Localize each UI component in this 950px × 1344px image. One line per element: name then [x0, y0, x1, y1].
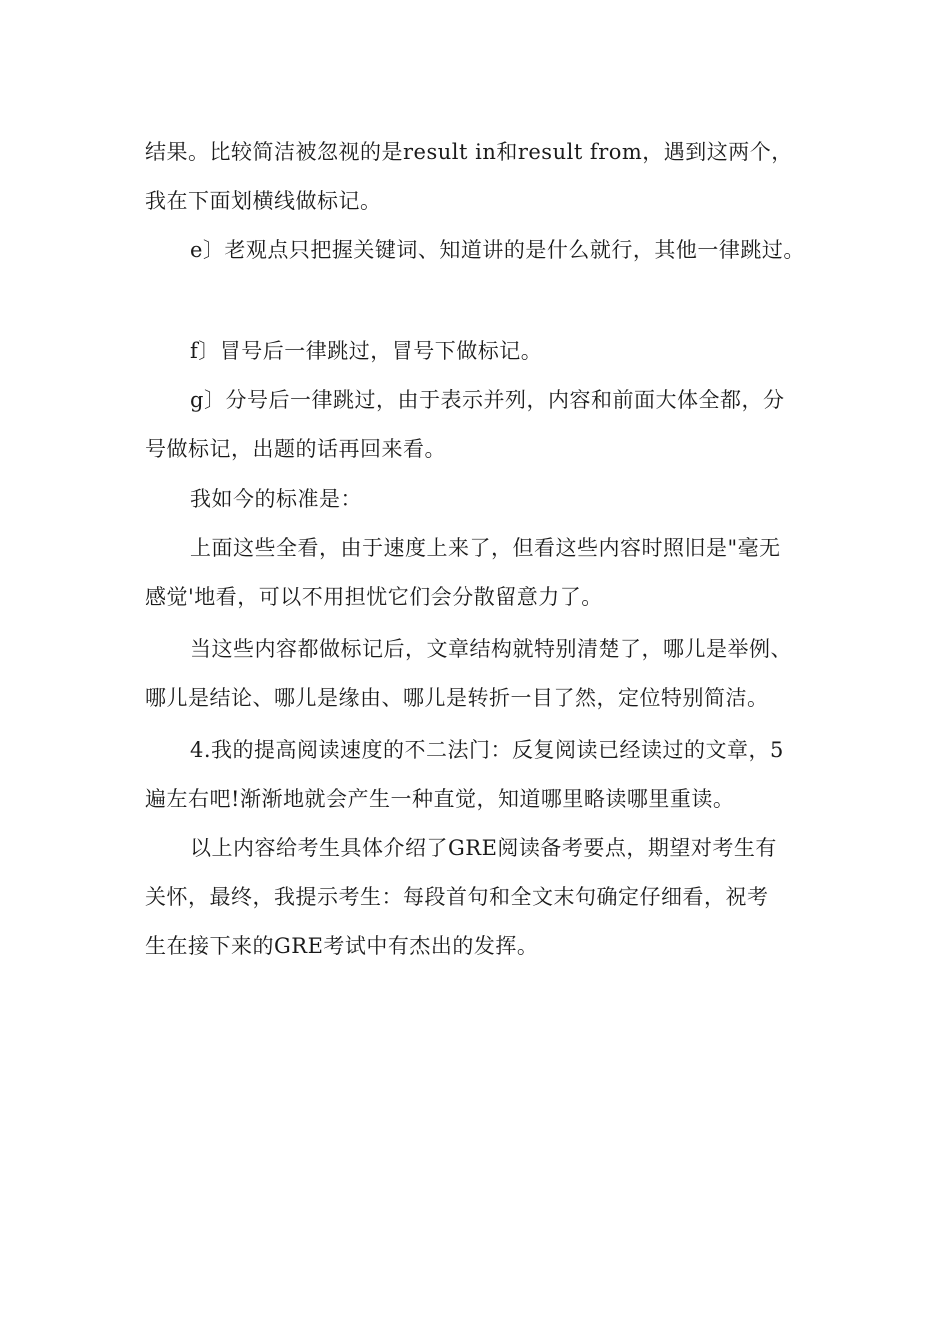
paragraph-line: 4.我的提高阅读速度的不二法门：反复阅读已经读过的文章，5	[190, 738, 784, 762]
paragraph-line: 以上内容给考生具体介绍了GRE阅读备考要点，期望对考生有	[190, 836, 777, 860]
paragraph-line: 号做标记，出题的话再回来看。	[145, 437, 446, 461]
paragraph-line: 结果。比较简洁被忽视的是result in和result from，遇到这两个，	[145, 140, 793, 164]
paragraph-line: 当这些内容都做标记后，文章结构就特别清楚了，哪儿是举例、	[190, 637, 792, 661]
paragraph-line: e〕老观点只把握关键词、知道讲的是什么就行，其他一律跳过。	[190, 238, 805, 262]
paragraph-line: 我如今的标准是：	[190, 487, 362, 511]
paragraph-line: 上面这些全看，由于速度上来了，但看这些内容时照旧是"毫无	[190, 536, 781, 560]
paragraph-line: 遍左右吧!渐渐地就会产生一种直觉，知道哪里略读哪里重读。	[145, 787, 735, 811]
paragraph-line: f〕冒号后一律跳过，冒号下做标记。	[190, 339, 543, 363]
paragraph-line: 生在接下来的GRE考试中有杰出的发挥。	[145, 934, 539, 958]
paragraph-line: g〕分号后一律跳过，由于表示并列，内容和前面大体全都，分	[190, 388, 785, 412]
paragraph-line: 哪儿是结论、哪儿是缘由、哪儿是转折一目了然，定位特别简洁。	[145, 686, 769, 710]
paragraph-line: 关怀，最终，我提示考生：每段首句和全文末句确定仔细看，祝考	[145, 885, 769, 909]
paragraph-line: 感觉'地看，可以不用担忧它们会分散留意力了。	[145, 585, 603, 609]
paragraph-line: 我在下面划横线做标记。	[145, 189, 382, 213]
